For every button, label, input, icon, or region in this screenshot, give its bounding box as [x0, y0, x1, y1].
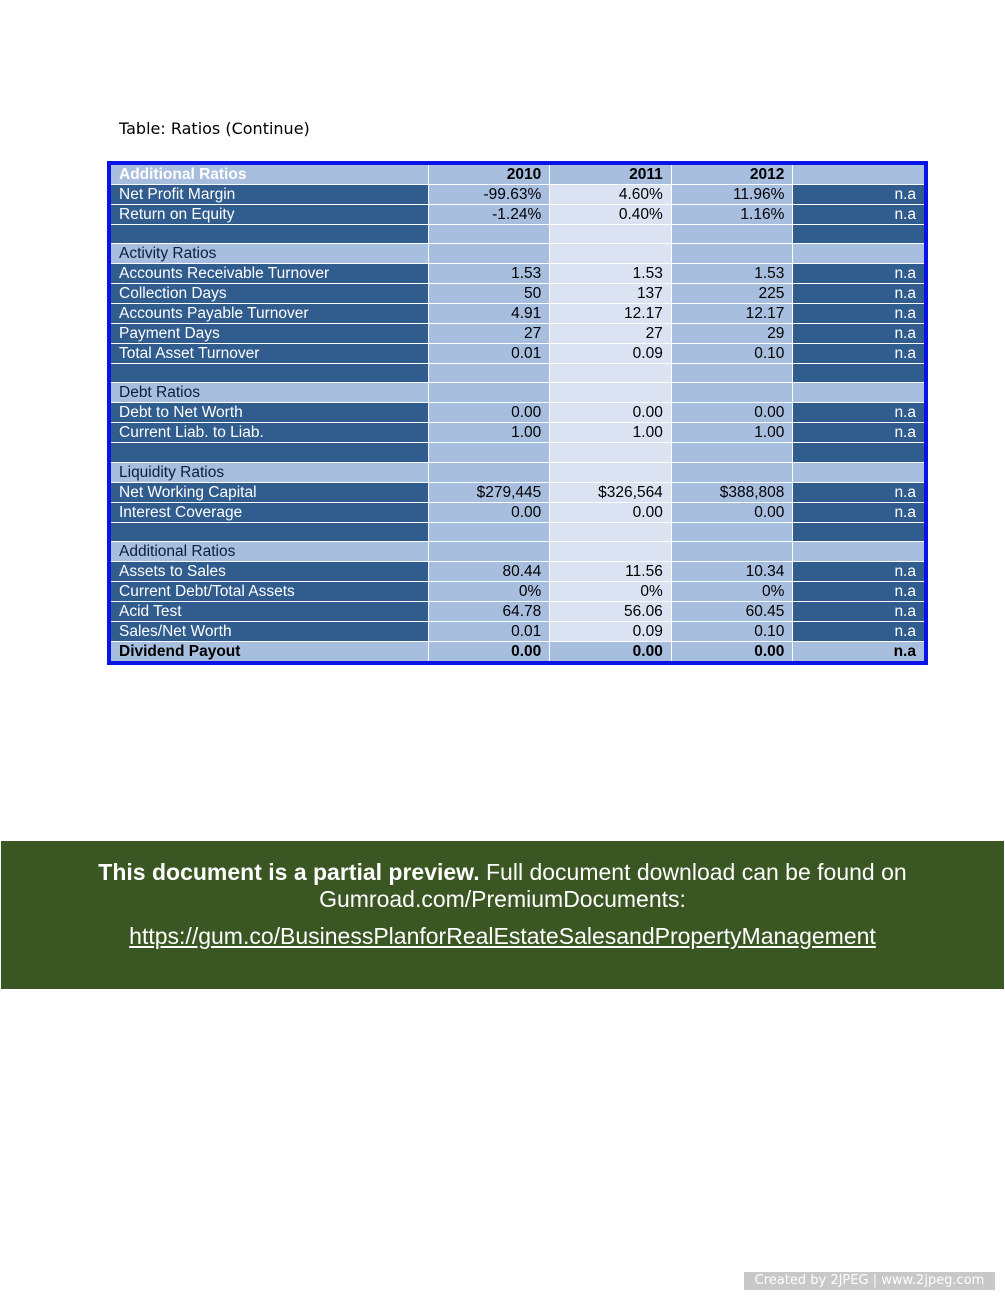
cell-2011: 27 [550, 324, 672, 344]
table-header-row [111, 165, 924, 185]
row-label: Liquidity Ratios [111, 462, 428, 482]
banner-bold-text: This document is a partial preview. [98, 859, 480, 885]
cell-2011 [550, 443, 672, 462]
cell-extra [793, 383, 924, 403]
spacer-row [111, 522, 924, 541]
section-row [111, 383, 924, 403]
header-cell-2010: 2010 [428, 165, 550, 185]
cell-extra [793, 541, 924, 561]
cell-2010: 0.01 [428, 344, 550, 364]
cell-2010: 0.00 [428, 403, 550, 423]
cell-2012: 11.96% [671, 185, 793, 205]
cell-2012: 29 [671, 324, 793, 344]
cell-2010: 27 [428, 324, 550, 344]
header-cell-2012: 2012 [671, 165, 793, 185]
cell-extra: n.a [793, 205, 924, 225]
row-label: Additional Ratios [111, 541, 428, 561]
spacer-row [111, 364, 924, 383]
cell-2011: 56.06 [550, 601, 672, 621]
spacer-row [111, 225, 924, 244]
cell-2010 [428, 522, 550, 541]
table-row [111, 403, 924, 423]
cell-2012 [671, 462, 793, 482]
cell-2011: 11.56 [550, 561, 672, 581]
ratios-table [111, 165, 924, 661]
row-label [111, 364, 428, 383]
cell-2010 [428, 364, 550, 383]
row-label: Acid Test [111, 601, 428, 621]
cell-2010: 0.00 [428, 641, 550, 661]
cell-extra [793, 462, 924, 482]
row-label [111, 225, 428, 244]
table-row [111, 324, 924, 344]
cell-extra: n.a [793, 344, 924, 364]
row-label: Return on Equity [111, 205, 428, 225]
preview-banner [1, 841, 1004, 989]
cell-extra: n.a [793, 284, 924, 304]
cell-2012: $388,808 [671, 482, 793, 502]
row-label [111, 522, 428, 541]
cell-2012: 1.16% [671, 205, 793, 225]
cell-2011 [550, 462, 672, 482]
download-link[interactable]: https://gum.co/BusinessPlanforRealEstateSalesandPropertyManagement [129, 923, 876, 949]
cell-2011: 1.53 [550, 264, 672, 284]
cell-2012: 12.17 [671, 304, 793, 324]
cell-2010: -99.63% [428, 185, 550, 205]
row-label: Net Profit Margin [111, 185, 428, 205]
cell-2012 [671, 244, 793, 264]
cell-extra: n.a [793, 403, 924, 423]
cell-2011 [550, 383, 672, 403]
cell-2012 [671, 364, 793, 383]
cell-extra: n.a [793, 641, 924, 661]
cell-2010: 1.53 [428, 264, 550, 284]
cell-2012: 0.00 [671, 403, 793, 423]
ratios-table-frame [107, 161, 928, 665]
cell-2012: 0.10 [671, 344, 793, 364]
row-label: Payment Days [111, 324, 428, 344]
row-label: Accounts Receivable Turnover [111, 264, 428, 284]
cell-2010 [428, 462, 550, 482]
cell-2010: 1.00 [428, 423, 550, 443]
cell-extra: n.a [793, 561, 924, 581]
cell-2011: 0.00 [550, 641, 672, 661]
cell-2012: 10.34 [671, 561, 793, 581]
cell-2010 [428, 383, 550, 403]
cell-2010: $279,445 [428, 482, 550, 502]
cell-2010: 64.78 [428, 601, 550, 621]
cell-extra: n.a [793, 482, 924, 502]
cell-2011 [550, 522, 672, 541]
table-row [111, 621, 924, 641]
cell-extra [793, 364, 924, 383]
header-cell-label: Additional Ratios [111, 165, 428, 185]
cell-2010 [428, 244, 550, 264]
row-label: Accounts Payable Turnover [111, 304, 428, 324]
cell-2010 [428, 541, 550, 561]
cell-2011: 12.17 [550, 304, 672, 324]
cell-2011 [550, 225, 672, 244]
table-row [111, 601, 924, 621]
cell-2010: 0.01 [428, 621, 550, 641]
cell-extra: n.a [793, 185, 924, 205]
cell-2011: 0.00 [550, 403, 672, 423]
watermark: Created by 2JPEG | www.2jpeg.com [744, 1272, 995, 1290]
cell-2011: 0.09 [550, 621, 672, 641]
cell-2012: 60.45 [671, 601, 793, 621]
table-row [111, 185, 924, 205]
ratios-table-body [111, 165, 924, 661]
table-row [111, 423, 924, 443]
cell-2010: 0% [428, 581, 550, 601]
row-label: Debt to Net Worth [111, 403, 428, 423]
row-label: Assets to Sales [111, 561, 428, 581]
section-row [111, 462, 924, 482]
cell-2011: 137 [550, 284, 672, 304]
cell-extra: n.a [793, 324, 924, 344]
cell-2011: 0% [550, 581, 672, 601]
cell-extra: n.a [793, 601, 924, 621]
cell-2011: 0.09 [550, 344, 672, 364]
header-cell-empty [793, 165, 924, 185]
cell-2012 [671, 541, 793, 561]
row-label: Total Asset Turnover [111, 344, 428, 364]
cell-2012: 1.00 [671, 423, 793, 443]
table-caption: Table: Ratios (Continue) [119, 119, 310, 138]
row-label: Dividend Payout [111, 641, 428, 661]
cell-2012 [671, 443, 793, 462]
cell-2011: 0.40% [550, 205, 672, 225]
cell-2010: 4.91 [428, 304, 550, 324]
cell-extra: n.a [793, 423, 924, 443]
cell-2010: 0.00 [428, 502, 550, 522]
cell-extra [793, 225, 924, 244]
row-label: Debt Ratios [111, 383, 428, 403]
cell-2011: 4.60% [550, 185, 672, 205]
cell-2010 [428, 443, 550, 462]
cell-extra [793, 244, 924, 264]
row-label [111, 443, 428, 462]
cell-2011: 0.00 [550, 502, 672, 522]
row-label: Collection Days [111, 284, 428, 304]
cell-2010 [428, 225, 550, 244]
cell-extra: n.a [793, 304, 924, 324]
cell-extra: n.a [793, 502, 924, 522]
table-row [111, 344, 924, 364]
cell-2010: 80.44 [428, 561, 550, 581]
cell-2012 [671, 383, 793, 403]
row-label: Interest Coverage [111, 502, 428, 522]
cell-2011 [550, 541, 672, 561]
table-row [111, 641, 924, 661]
cell-extra: n.a [793, 264, 924, 284]
cell-extra: n.a [793, 581, 924, 601]
cell-2012 [671, 225, 793, 244]
table-row [111, 502, 924, 522]
table-row [111, 482, 924, 502]
banner-text: Full document download can be found on [479, 859, 907, 885]
row-label: Sales/Net Worth [111, 621, 428, 641]
cell-2012: 0% [671, 581, 793, 601]
row-label: Activity Ratios [111, 244, 428, 264]
row-label: Current Debt/Total Assets [111, 581, 428, 601]
section-row [111, 541, 924, 561]
table-row [111, 205, 924, 225]
table-row [111, 304, 924, 324]
banner-line2: Gumroad.com/PremiumDocuments: [319, 886, 686, 912]
cell-2012 [671, 522, 793, 541]
cell-2010: 50 [428, 284, 550, 304]
cell-2011: $326,564 [550, 482, 672, 502]
table-row [111, 561, 924, 581]
table-row [111, 581, 924, 601]
spacer-row [111, 443, 924, 462]
cell-2012: 225 [671, 284, 793, 304]
cell-2012: 1.53 [671, 264, 793, 284]
cell-2010: -1.24% [428, 205, 550, 225]
table-row [111, 264, 924, 284]
cell-2011 [550, 244, 672, 264]
table-row [111, 284, 924, 304]
cell-extra [793, 522, 924, 541]
header-cell-2011: 2011 [550, 165, 672, 185]
cell-extra [793, 443, 924, 462]
row-label: Current Liab. to Liab. [111, 423, 428, 443]
cell-extra: n.a [793, 621, 924, 641]
row-label: Net Working Capital [111, 482, 428, 502]
cell-2011 [550, 364, 672, 383]
cell-2012: 0.00 [671, 502, 793, 522]
section-row [111, 244, 924, 264]
cell-2012: 0.00 [671, 641, 793, 661]
cell-2011: 1.00 [550, 423, 672, 443]
cell-2012: 0.10 [671, 621, 793, 641]
banner-line1 [1, 858, 1004, 886]
